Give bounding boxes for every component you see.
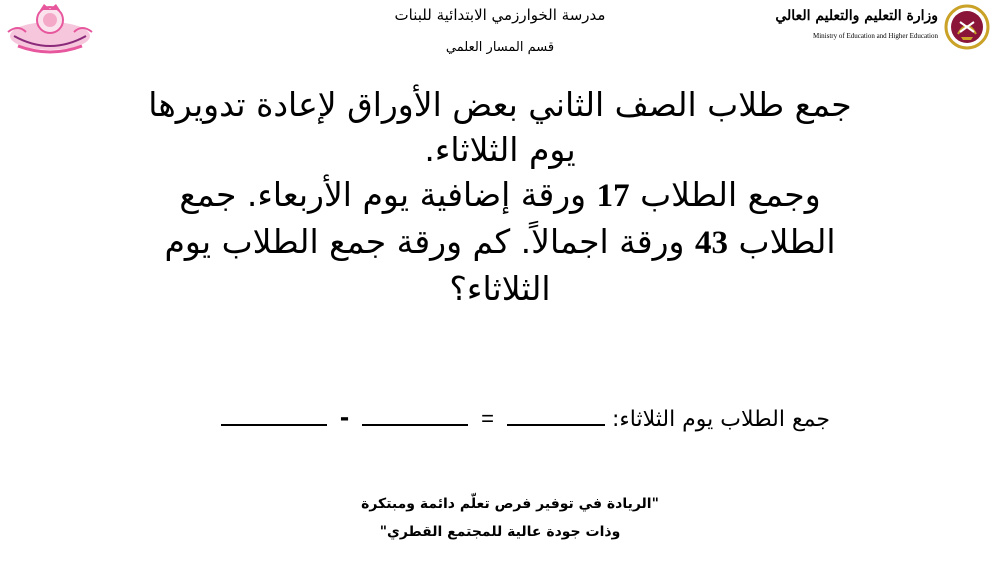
problem-line-3-end: ورقة إضافية يوم الأربعاء. جمع (179, 175, 587, 214)
qatar-emblem-icon (944, 4, 990, 50)
answer-blank[interactable] (507, 400, 605, 426)
problem-line-3 (95, 172, 905, 219)
problem-line-5: الثلاثاء؟ (449, 269, 551, 308)
school-name: مدرسة الخوارزمي الابتدائية للبنات (394, 6, 606, 24)
total-blank[interactable] (362, 400, 468, 426)
equation-label: جمع الطلاب يوم الثلاثاء: (612, 407, 830, 432)
problem-line-4-start: الطلاب (738, 222, 836, 261)
minus-sign: - (339, 401, 350, 432)
problem-line-4 (95, 219, 905, 266)
ministry-name-english: Ministry of Education and Higher Education (813, 32, 938, 40)
department-name: قسم المسار العلمي (445, 40, 555, 55)
problem-line-1: جمع طلاب الصف الثاني بعض الأوراق لإعادة تدويرها (148, 85, 852, 124)
motto-line-2: وذات جودة عالية للمجتمع القطري" (379, 524, 621, 540)
subtrahend-blank[interactable] (221, 400, 327, 426)
problem-line-2: يوم الثلاثاء. (424, 130, 576, 169)
motto-line-1: "الريادة في توفير فرص تعلّم دائمة ومبتكرة (361, 496, 659, 512)
equation-row (170, 400, 830, 440)
problem-line-4-end: ورقة اجمالاً. كم ورقة جمع الطلاب يوم (164, 222, 685, 261)
number-43: 43 (695, 225, 728, 261)
word-problem (95, 82, 905, 311)
problem-line-3-start: وجمع الطلاب (640, 175, 821, 214)
equals-sign: = (481, 406, 495, 431)
number-17: 17 (596, 178, 630, 214)
ministry-logo (775, 2, 996, 52)
ministry-name-arabic: وزارة التعليم والتعليم العالي (775, 8, 938, 24)
